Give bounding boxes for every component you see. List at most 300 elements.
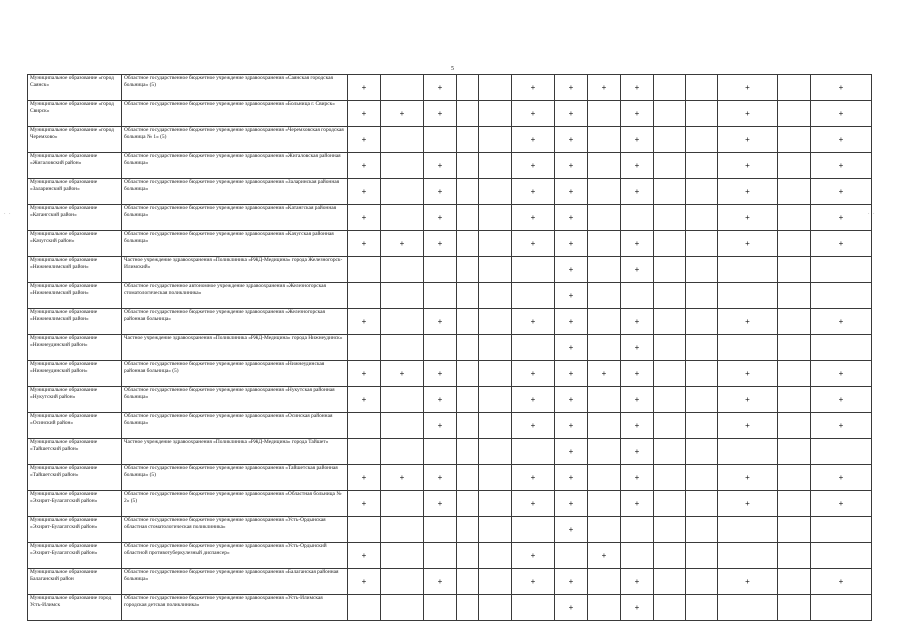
- mark-cell: +: [555, 465, 588, 491]
- mark-cell: +: [555, 257, 588, 283]
- mark-cell: [778, 283, 811, 309]
- mark-cell: [479, 153, 512, 179]
- municipality-cell: Муниципальное образование «Эхирит-Булагатский район»: [28, 517, 122, 543]
- mark-cell: [588, 595, 621, 621]
- mark-cell: +: [621, 413, 654, 439]
- institution-cell: Областное государственное бюджетное учреждение здравоохранения «Железногорская районная больница»: [122, 309, 348, 335]
- table-row: [28, 413, 872, 439]
- mark-cell: +: [424, 361, 457, 387]
- mark-cell: +: [555, 387, 588, 413]
- mark-cell: [457, 335, 479, 361]
- table-row: [28, 387, 872, 413]
- mark-cell: +: [718, 205, 778, 231]
- mark-cell: [457, 153, 479, 179]
- mark-cell: [686, 569, 718, 595]
- mark-cell: [457, 75, 479, 101]
- mark-cell: [457, 465, 479, 491]
- mark-cell: +: [424, 153, 457, 179]
- mark-cell: [457, 491, 479, 517]
- mark-cell: +: [621, 335, 654, 361]
- municipality-cell: Муниципальное образование «Осинский район»: [28, 413, 122, 439]
- mark-cell: [621, 205, 654, 231]
- municipality-cell: Муниципальное образование «город Свирск»: [28, 101, 122, 127]
- table-row: [28, 257, 872, 283]
- mark-cell: [381, 517, 424, 543]
- institution-cell: Областное государственное бюджетное учреждение здравоохранения «Нукутская районная больница»: [122, 387, 348, 413]
- mark-cell: +: [555, 517, 588, 543]
- mark-cell: [512, 439, 555, 465]
- mark-cell: [457, 231, 479, 257]
- mark-cell: +: [348, 153, 381, 179]
- municipality-cell: Муниципальное образование «Эхирит-Булагатский район»: [28, 543, 122, 569]
- mark-cell: [424, 517, 457, 543]
- mark-cell: +: [512, 361, 555, 387]
- mark-cell: [588, 465, 621, 491]
- mark-cell: [479, 75, 512, 101]
- mark-cell: [588, 283, 621, 309]
- mark-cell: +: [811, 205, 872, 231]
- mark-cell: +: [811, 491, 872, 517]
- mark-cell: [621, 517, 654, 543]
- mark-cell: [778, 595, 811, 621]
- mark-cell: +: [348, 491, 381, 517]
- institution-cell: Частное учреждение здравоохранения «Поликлиника «РЖД-Медицина» города Нижнеудинск»: [122, 335, 348, 361]
- institution-cell: Областное государственное бюджетное учреждение здравоохранения «Усть-Ордынский областной противотуберкулезный диспансер»: [122, 543, 348, 569]
- mark-cell: [718, 517, 778, 543]
- mark-cell: [457, 179, 479, 205]
- mark-cell: [424, 439, 457, 465]
- mark-cell: [348, 439, 381, 465]
- municipality-cell: Муниципальное образование «Заларинский район»: [28, 179, 122, 205]
- municipality-cell: Муниципальное образование «город Саянск»: [28, 75, 122, 101]
- mark-cell: +: [621, 569, 654, 595]
- mark-cell: +: [811, 75, 872, 101]
- mark-cell: [654, 257, 686, 283]
- mark-cell: [588, 413, 621, 439]
- mark-cell: +: [718, 413, 778, 439]
- institution-cell: Областное государственное бюджетное учреждение здравоохранения «Заларинская районная больница»: [122, 179, 348, 205]
- mark-cell: [588, 309, 621, 335]
- mark-cell: +: [718, 465, 778, 491]
- mark-cell: +: [718, 153, 778, 179]
- mark-cell: [381, 595, 424, 621]
- mark-cell: [686, 335, 718, 361]
- municipality-cell: Муниципальное образование «Нижнеилимский район»: [28, 257, 122, 283]
- mark-cell: +: [381, 465, 424, 491]
- mark-cell: [457, 413, 479, 439]
- mark-cell: +: [424, 205, 457, 231]
- mark-cell: [381, 569, 424, 595]
- institution-cell: Областное государственное бюджетное учреждение здравоохранения «Тайшетская районная больница» (5): [122, 465, 348, 491]
- mark-cell: [778, 439, 811, 465]
- mark-cell: [686, 127, 718, 153]
- mark-cell: +: [718, 101, 778, 127]
- mark-cell: [811, 335, 872, 361]
- mark-cell: [479, 335, 512, 361]
- mark-cell: [686, 517, 718, 543]
- mark-cell: [479, 413, 512, 439]
- institution-cell: Частное учреждение здравоохранения «Поликлиника «РЖД-Медицина» города Тайшет»: [122, 439, 348, 465]
- mark-cell: +: [811, 101, 872, 127]
- institution-cell: Областное государственное бюджетное учреждение здравоохранения «Саянская городская больница» (5): [122, 75, 348, 101]
- mark-cell: +: [811, 309, 872, 335]
- mark-cell: +: [555, 283, 588, 309]
- mark-cell: +: [348, 387, 381, 413]
- mark-cell: [479, 257, 512, 283]
- mark-cell: +: [512, 127, 555, 153]
- mark-cell: +: [512, 543, 555, 569]
- mark-cell: [778, 127, 811, 153]
- mark-cell: +: [621, 179, 654, 205]
- mark-cell: +: [555, 75, 588, 101]
- mark-cell: [588, 439, 621, 465]
- mark-cell: [479, 439, 512, 465]
- mark-cell: [778, 465, 811, 491]
- mark-cell: +: [811, 231, 872, 257]
- mark-cell: [479, 179, 512, 205]
- mark-cell: +: [348, 231, 381, 257]
- mark-cell: +: [424, 465, 457, 491]
- mark-cell: [424, 127, 457, 153]
- mark-cell: [621, 283, 654, 309]
- mark-cell: [479, 517, 512, 543]
- mark-cell: +: [718, 387, 778, 413]
- mark-cell: +: [555, 595, 588, 621]
- mark-cell: [457, 439, 479, 465]
- mark-cell: [718, 283, 778, 309]
- mark-cell: +: [348, 465, 381, 491]
- table-row: [28, 439, 872, 465]
- institution-cell: Областное государственное бюджетное учреждение здравоохранения «Областная больница № 2» (5): [122, 491, 348, 517]
- mark-cell: [588, 517, 621, 543]
- mark-cell: +: [555, 205, 588, 231]
- mark-cell: [654, 569, 686, 595]
- mark-cell: [424, 543, 457, 569]
- mark-cell: [479, 465, 512, 491]
- mark-cell: [778, 569, 811, 595]
- mark-cell: [381, 387, 424, 413]
- mark-cell: +: [348, 569, 381, 595]
- institution-cell: Областное государственное бюджетное учреждение здравоохранения «Нижнеудинская районная больница» (5): [122, 361, 348, 387]
- mark-cell: [778, 309, 811, 335]
- municipality-cell: Муниципальное образование «Нижнеудинский район»: [28, 335, 122, 361]
- mark-cell: +: [555, 309, 588, 335]
- table-row: [28, 75, 872, 101]
- mark-cell: [479, 491, 512, 517]
- mark-cell: [778, 101, 811, 127]
- mark-cell: [348, 595, 381, 621]
- institution-cell: Областное государственное бюджетное учреждение здравоохранения «Качугская районная больница»: [122, 231, 348, 257]
- mark-cell: [686, 413, 718, 439]
- mark-cell: [686, 205, 718, 231]
- table-body: [28, 75, 872, 621]
- mark-cell: +: [555, 153, 588, 179]
- institution-cell: Областное государственное бюджетное учреждение здравоохранения «Усть-Ордынская областная стоматологическая поликлиника»: [122, 517, 348, 543]
- mark-cell: [457, 205, 479, 231]
- mark-cell: +: [588, 361, 621, 387]
- mark-cell: +: [718, 361, 778, 387]
- mark-cell: [778, 257, 811, 283]
- mark-cell: +: [555, 569, 588, 595]
- table-row: [28, 179, 872, 205]
- municipality-cell: Муниципальное образование «Качугский район»: [28, 231, 122, 257]
- mark-cell: [778, 491, 811, 517]
- mark-cell: +: [621, 75, 654, 101]
- mark-cell: +: [555, 231, 588, 257]
- mark-cell: +: [512, 413, 555, 439]
- mark-cell: [811, 517, 872, 543]
- mark-cell: +: [621, 231, 654, 257]
- mark-cell: +: [424, 179, 457, 205]
- mark-cell: +: [424, 491, 457, 517]
- mark-cell: [686, 439, 718, 465]
- mark-cell: [348, 257, 381, 283]
- mark-cell: +: [348, 75, 381, 101]
- mark-cell: [479, 101, 512, 127]
- mark-cell: [512, 335, 555, 361]
- mark-cell: [479, 205, 512, 231]
- table-row: [28, 101, 872, 127]
- municipality-cell: Муниципальное образование город Усть-Илимск: [28, 595, 122, 621]
- institution-cell: Областное государственное автономное учреждение здравоохранения «Железногорская стоматологическая поликлиника»: [122, 283, 348, 309]
- mark-cell: [588, 231, 621, 257]
- mark-cell: +: [621, 257, 654, 283]
- mark-cell: [654, 439, 686, 465]
- mark-cell: +: [621, 153, 654, 179]
- mark-cell: +: [718, 569, 778, 595]
- mark-cell: [479, 387, 512, 413]
- mark-cell: [718, 543, 778, 569]
- mark-cell: [811, 283, 872, 309]
- mark-cell: +: [348, 101, 381, 127]
- mark-cell: +: [512, 309, 555, 335]
- mark-cell: [457, 127, 479, 153]
- mark-cell: [381, 283, 424, 309]
- mark-cell: +: [621, 439, 654, 465]
- mark-cell: [686, 387, 718, 413]
- mark-cell: [686, 595, 718, 621]
- institution-cell: Областное государственное бюджетное учреждение здравоохранения «Жигаловская районная больница»: [122, 153, 348, 179]
- mark-cell: [686, 309, 718, 335]
- mark-cell: [654, 231, 686, 257]
- mark-cell: +: [424, 231, 457, 257]
- mark-cell: [686, 257, 718, 283]
- institution-cell: Областное государственное бюджетное учреждение здравоохранения «Больница г. Свирск»: [122, 101, 348, 127]
- table-row: [28, 153, 872, 179]
- mark-cell: +: [621, 101, 654, 127]
- mark-cell: +: [512, 179, 555, 205]
- municipality-cell: Муниципальное образование «Нукутский район»: [28, 387, 122, 413]
- mark-cell: [457, 257, 479, 283]
- mark-cell: +: [348, 179, 381, 205]
- mark-cell: +: [718, 127, 778, 153]
- mark-cell: +: [811, 361, 872, 387]
- mark-cell: [778, 335, 811, 361]
- mark-cell: [512, 595, 555, 621]
- table-row: [28, 517, 872, 543]
- mark-cell: +: [811, 387, 872, 413]
- mark-cell: +: [424, 413, 457, 439]
- mark-cell: [348, 517, 381, 543]
- mark-cell: [588, 491, 621, 517]
- mark-cell: [479, 309, 512, 335]
- mark-cell: +: [512, 491, 555, 517]
- mark-cell: +: [811, 569, 872, 595]
- institution-cell: Областное государственное бюджетное учреждение здравоохранения «Осинская районная больница»: [122, 413, 348, 439]
- mark-cell: [424, 595, 457, 621]
- mark-cell: [686, 543, 718, 569]
- mark-cell: [778, 413, 811, 439]
- mark-cell: [588, 127, 621, 153]
- table-row: [28, 127, 872, 153]
- mark-cell: +: [621, 595, 654, 621]
- municipality-cell: Муниципальное образование «Эхирит-Булагатский район»: [28, 491, 122, 517]
- mark-cell: +: [555, 413, 588, 439]
- mark-cell: +: [621, 309, 654, 335]
- mark-cell: [457, 283, 479, 309]
- mark-cell: +: [512, 153, 555, 179]
- mark-cell: [588, 335, 621, 361]
- mark-cell: +: [811, 465, 872, 491]
- mark-cell: +: [381, 361, 424, 387]
- mark-cell: [381, 75, 424, 101]
- mark-cell: [654, 127, 686, 153]
- mark-cell: [457, 309, 479, 335]
- mark-cell: [811, 595, 872, 621]
- mark-cell: [654, 491, 686, 517]
- mark-cell: [457, 361, 479, 387]
- table-row: [28, 491, 872, 517]
- mark-cell: [381, 179, 424, 205]
- mark-cell: +: [555, 335, 588, 361]
- mark-cell: +: [424, 309, 457, 335]
- mark-cell: [654, 179, 686, 205]
- municipality-cell: Муниципальное образование «город Черемхово»: [28, 127, 122, 153]
- mark-cell: [778, 205, 811, 231]
- mark-cell: +: [718, 309, 778, 335]
- mark-cell: [479, 569, 512, 595]
- mark-cell: [654, 465, 686, 491]
- mark-cell: [381, 543, 424, 569]
- mark-cell: [381, 491, 424, 517]
- mark-cell: [348, 413, 381, 439]
- mark-cell: +: [348, 127, 381, 153]
- mark-cell: [654, 101, 686, 127]
- mark-cell: +: [621, 465, 654, 491]
- mark-cell: [588, 179, 621, 205]
- mark-cell: [811, 257, 872, 283]
- mark-cell: [381, 335, 424, 361]
- mark-cell: +: [348, 309, 381, 335]
- mark-cell: [718, 439, 778, 465]
- mark-cell: +: [512, 101, 555, 127]
- page-number: 5: [451, 66, 454, 72]
- mark-cell: [778, 75, 811, 101]
- mark-cell: +: [348, 205, 381, 231]
- mark-cell: [348, 283, 381, 309]
- mark-cell: +: [718, 231, 778, 257]
- institutions-table: [27, 74, 872, 621]
- mark-cell: [654, 413, 686, 439]
- mark-cell: +: [555, 361, 588, 387]
- mark-cell: [811, 439, 872, 465]
- municipality-cell: Муниципальное образование «Тайшетский район»: [28, 439, 122, 465]
- table-row: [28, 283, 872, 309]
- table-row: [28, 205, 872, 231]
- mark-cell: [718, 335, 778, 361]
- mark-cell: +: [621, 387, 654, 413]
- mark-cell: [654, 595, 686, 621]
- mark-cell: +: [718, 179, 778, 205]
- mark-cell: +: [424, 75, 457, 101]
- mark-cell: +: [718, 75, 778, 101]
- mark-cell: +: [424, 101, 457, 127]
- municipality-cell: Муниципальное образование «Нижнеилимский район»: [28, 283, 122, 309]
- mark-cell: [457, 543, 479, 569]
- mark-cell: [381, 439, 424, 465]
- mark-cell: [654, 75, 686, 101]
- mark-cell: +: [512, 231, 555, 257]
- municipality-cell: Муниципальное образование Балаганский район: [28, 569, 122, 595]
- scan-artifact: . .: [868, 210, 876, 216]
- mark-cell: [381, 153, 424, 179]
- table-row: [28, 543, 872, 569]
- mark-cell: +: [424, 569, 457, 595]
- mark-cell: [778, 179, 811, 205]
- mark-cell: +: [348, 361, 381, 387]
- municipality-cell: Муниципальное образование «Нижнеудинский район»: [28, 361, 122, 387]
- mark-cell: [686, 101, 718, 127]
- mark-cell: [686, 153, 718, 179]
- mark-cell: [588, 387, 621, 413]
- mark-cell: +: [555, 439, 588, 465]
- mark-cell: [654, 283, 686, 309]
- municipality-cell: Муниципальное образование «Нижнеилимский район»: [28, 309, 122, 335]
- mark-cell: [381, 257, 424, 283]
- mark-cell: [588, 569, 621, 595]
- mark-cell: [654, 361, 686, 387]
- mark-cell: [686, 283, 718, 309]
- mark-cell: +: [811, 153, 872, 179]
- mark-cell: +: [512, 569, 555, 595]
- mark-cell: [778, 543, 811, 569]
- mark-cell: [654, 543, 686, 569]
- municipality-cell: Муниципальное образование «Катангский район»: [28, 205, 122, 231]
- mark-cell: +: [381, 231, 424, 257]
- mark-cell: [686, 465, 718, 491]
- mark-cell: [654, 517, 686, 543]
- mark-cell: [555, 543, 588, 569]
- institution-cell: Областное государственное бюджетное учреждение здравоохранения «Балаганская районная больница»: [122, 569, 348, 595]
- mark-cell: +: [555, 491, 588, 517]
- table-row: [28, 231, 872, 257]
- mark-cell: [778, 387, 811, 413]
- mark-cell: [479, 283, 512, 309]
- mark-cell: [778, 361, 811, 387]
- mark-cell: [778, 231, 811, 257]
- municipality-cell: Муниципальное образование «Тайшетский район»: [28, 465, 122, 491]
- mark-cell: +: [811, 413, 872, 439]
- mark-cell: +: [588, 75, 621, 101]
- mark-cell: +: [348, 543, 381, 569]
- mark-cell: [654, 153, 686, 179]
- mark-cell: [621, 543, 654, 569]
- mark-cell: [381, 127, 424, 153]
- mark-cell: +: [621, 361, 654, 387]
- mark-cell: [778, 153, 811, 179]
- mark-cell: +: [811, 127, 872, 153]
- municipality-cell: Муниципальное образование «Жигаловский район»: [28, 153, 122, 179]
